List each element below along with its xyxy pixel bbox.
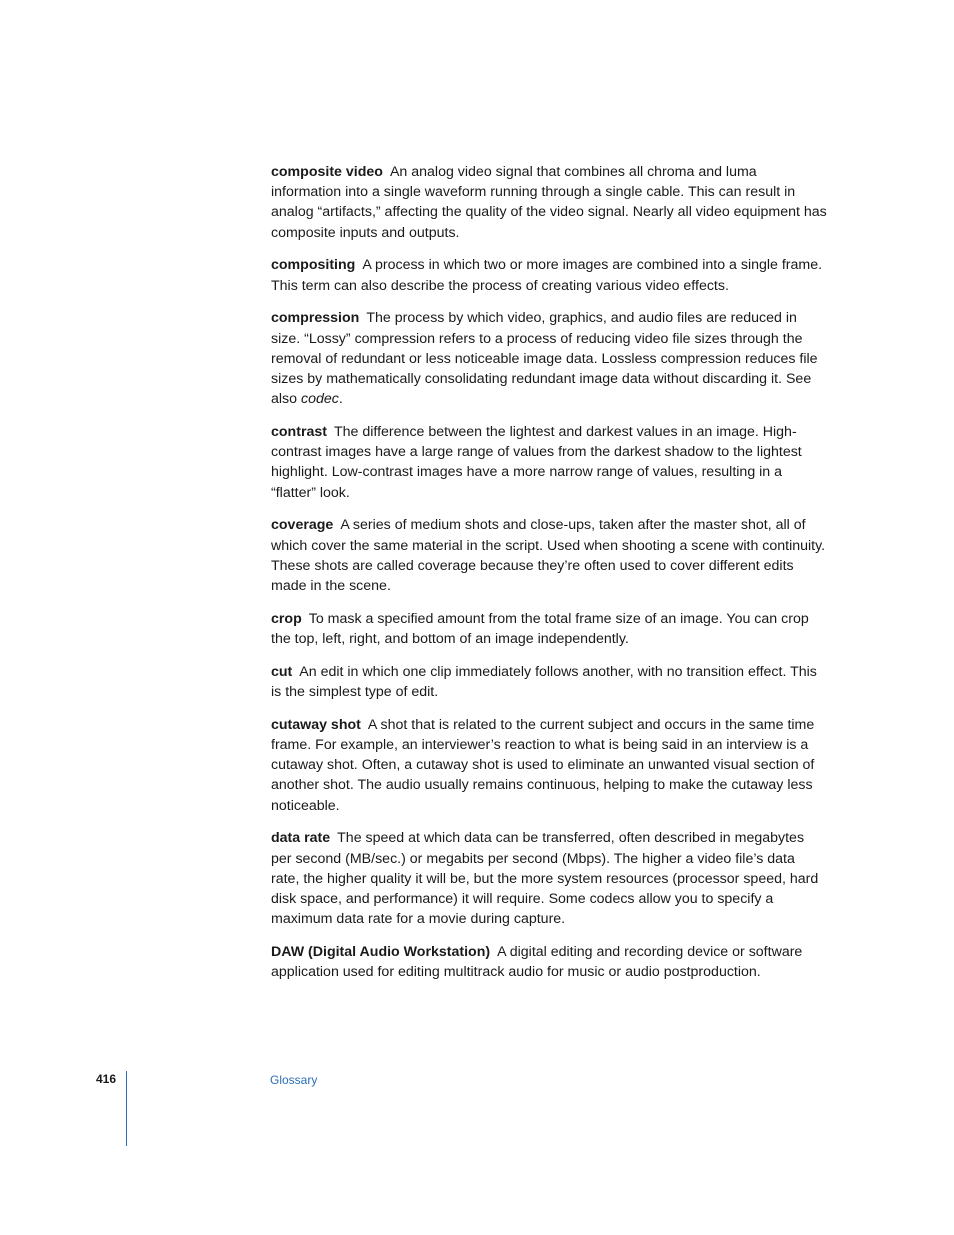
entry-term: crop [271,610,302,627]
entry-term: composite video [271,164,383,180]
entry-definition: An edit in which one clip immediately follows another, with no transition effect. This is the simplest type of edit. [271,663,817,701]
entry-definition: A process in which two or more images are combined into a single frame. This term can also describe the process of creating various video effects. [271,257,823,294]
page-number: 416 [96,1072,117,1086]
entry-definition: To mask a specified amount from the total frame size of an image. You can crop the top, left, right, and bottom of an image independently. [271,610,809,648]
entry-term: DAW (Digital Audio Workstation) [271,944,491,961]
glossary-entry-compression [271,308,827,409]
glossary-entry-coverage [271,515,827,596]
entry-term: compression [271,310,360,327]
glossary-entry-crop [271,609,827,649]
footer-divider [126,1071,127,1146]
entry-term: data rate [271,830,331,847]
entry-definition: An analog video signal that combines all chroma and luma information into a single waveform running through a single cable. This can result in analog “artifacts,” affecting the quality of the video signal. Nearly all video equipment has composite inputs and outputs. [271,164,827,241]
glossary-entry-contrast [271,422,827,503]
entry-definition: The speed at which data can be transferred, often described in megabytes per second (MB/sec.) or megabits per second (Mbps). The higher a video file’s data rate, the higher quality it will be, but the more system resources (processor speed, hard disk space, and performance) it will require. Some codecs allow you to specify a maximum data rate for a movie during capture. [271,830,819,928]
see-also-link: codec [300,391,339,408]
entry-term: contrast [271,424,327,441]
glossary-entry-composite-video [271,162,827,243]
entry-term: coverage [271,517,334,534]
glossary-entries [271,162,827,995]
entry-definition: A shot that is related to the current subject and occurs in the same time frame. For example, an interviewer’s reaction to what is being said in an interview is a cutaway shot. Often, a cutaway shot is used to eliminate an unwanted visual section of another shot. The audio usually remains continuous, helping to make the cutaway less noticeable. [271,716,815,814]
glossary-entry-data-rate [271,828,827,929]
entry-term: compositing [271,257,356,274]
glossary-entry-compositing [271,255,827,295]
entry-definition: The process by which video, graphics, and audio files are reduced in size. “Lossy” compression refers to a process of reducing video file sizes through the removal of redundant or less noticeable image data. Lossless compression reduces file sizes by mathematically consolidating redundant image data without discarding it. See also [271,310,818,408]
entry-term: cutaway shot [271,716,361,733]
glossary-entry-cut [271,662,827,702]
entry-definition: A digital editing and recording device or software application used for editing multitrack audio for music or audio postproduction. [271,944,803,981]
entry-definition: The difference between the lightest and darkest values in an image. High-contrast images have a large range of values from the darkest shadow to the lightest highlight. Low-contrast images have a more narrow range of values, resulting in a “flatter” look. [271,424,802,501]
entry-term: cut [271,663,293,680]
see-also-end: . [338,391,343,408]
footer-section-title: Glossary [270,1073,318,1087]
glossary-entry-cutaway-shot [271,715,827,816]
glossary-entry-daw [271,942,827,982]
entry-definition: A series of medium shots and close-ups, taken after the master shot, all of which cover the same material in the script. Used when shooting a scene with continuity. These shots are called coverage because they’re often used to cover different edits made in the scene. [271,517,826,595]
